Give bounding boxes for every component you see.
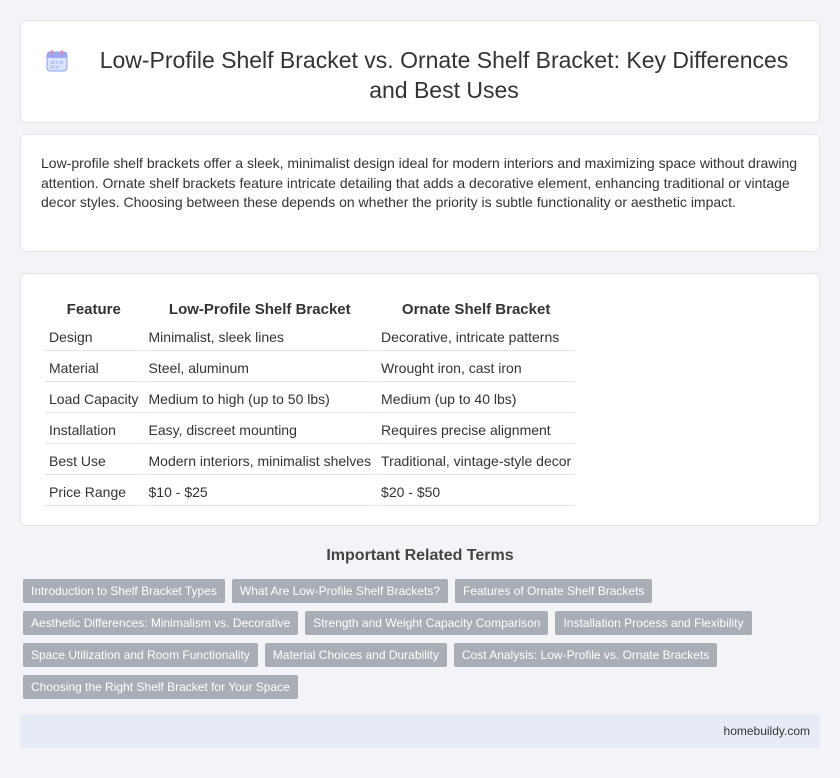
table-cell: Material: [45, 353, 143, 382]
table-cell: Modern interiors, minimalist shelves: [145, 446, 376, 475]
table-cell: Installation: [45, 415, 143, 444]
table-cell: Price Range: [45, 477, 143, 506]
related-term-tag[interactable]: Aesthetic Differences: Minimalism vs. Decorative: [23, 611, 298, 635]
table-row: [45, 446, 575, 475]
header-card: [20, 20, 820, 123]
tag-row: [23, 579, 823, 603]
related-term-tag[interactable]: Introduction to Shelf Bracket Types: [23, 579, 225, 603]
table-cell: Design: [45, 322, 143, 351]
column-header-ornate: Ornate Shelf Bracket: [401, 300, 551, 318]
related-term-tag[interactable]: Space Utilization and Room Functionality: [23, 643, 258, 667]
table-cell: Minimalist, sleek lines: [145, 322, 376, 351]
table-cell: Steel, aluminum: [145, 353, 376, 382]
table-cell: Best Use: [45, 446, 143, 475]
related-term-tag[interactable]: What Are Low-Profile Shelf Brackets?: [232, 579, 448, 603]
tag-row: [23, 643, 823, 667]
calendar-icon: [45, 49, 69, 73]
table-cell: Easy, discreet mounting: [145, 415, 376, 444]
related-term-tag[interactable]: Features of Ornate Shelf Brackets: [455, 579, 652, 603]
intro-paragraph: Low-profile shelf brackets offer a sleek, minimalist design ideal for modern interiors and maximizing space without drawing attention. Ornate shelf brackets feature intricate detailing that adds a decorative element, enhancing traditional or vintage decor styles. Choosing between these depends on whether the priority is subtle functionality or aesthetic impact.: [41, 155, 798, 210]
related-term-tag[interactable]: Choosing the Right Shelf Bracket for Your Space: [23, 675, 298, 699]
table-cell: $20 - $50: [377, 477, 575, 506]
related-term-tag[interactable]: Material Choices and Durability: [265, 643, 447, 667]
table-cell: $10 - $25: [145, 477, 376, 506]
tag-row: [23, 675, 823, 699]
table-row: [45, 353, 575, 382]
related-terms-title: Important Related Terms: [326, 547, 514, 564]
related-terms-tags: [23, 579, 823, 707]
table-row: [45, 477, 575, 506]
tag-row: [23, 611, 823, 635]
table-row: [45, 415, 575, 444]
footer-site-link[interactable]: homebuildy.com: [723, 724, 810, 738]
comparison-table-card: [20, 273, 820, 526]
intro-card: [20, 134, 820, 252]
related-term-tag[interactable]: Installation Process and Flexibility: [555, 611, 751, 635]
table-header-row: [45, 296, 575, 320]
related-term-tag[interactable]: Cost Analysis: Low-Profile vs. Ornate Brackets: [454, 643, 717, 667]
table-cell: Wrought iron, cast iron: [377, 353, 575, 382]
comparison-table: [43, 294, 577, 508]
column-header-low-profile: Low-Profile Shelf Bracket: [168, 300, 351, 318]
table-cell: Requires precise alignment: [377, 415, 575, 444]
footer: [20, 714, 820, 748]
table-cell: Decorative, intricate patterns: [377, 322, 575, 351]
related-term-tag[interactable]: Strength and Weight Capacity Comparison: [305, 611, 548, 635]
table-cell: Medium (up to 40 lbs): [377, 384, 575, 413]
table-cell: Medium to high (up to 50 lbs): [145, 384, 376, 413]
column-header-feature: Feature: [66, 300, 121, 318]
table-cell: Load Capacity: [45, 384, 143, 413]
table-row: [45, 322, 575, 351]
page-title: Low-Profile Shelf Bracket vs. Ornate Shelf Bracket: Key Differences and Best Uses: [99, 47, 789, 103]
table-row: [45, 384, 575, 413]
table-cell: Traditional, vintage-style decor: [377, 446, 575, 475]
